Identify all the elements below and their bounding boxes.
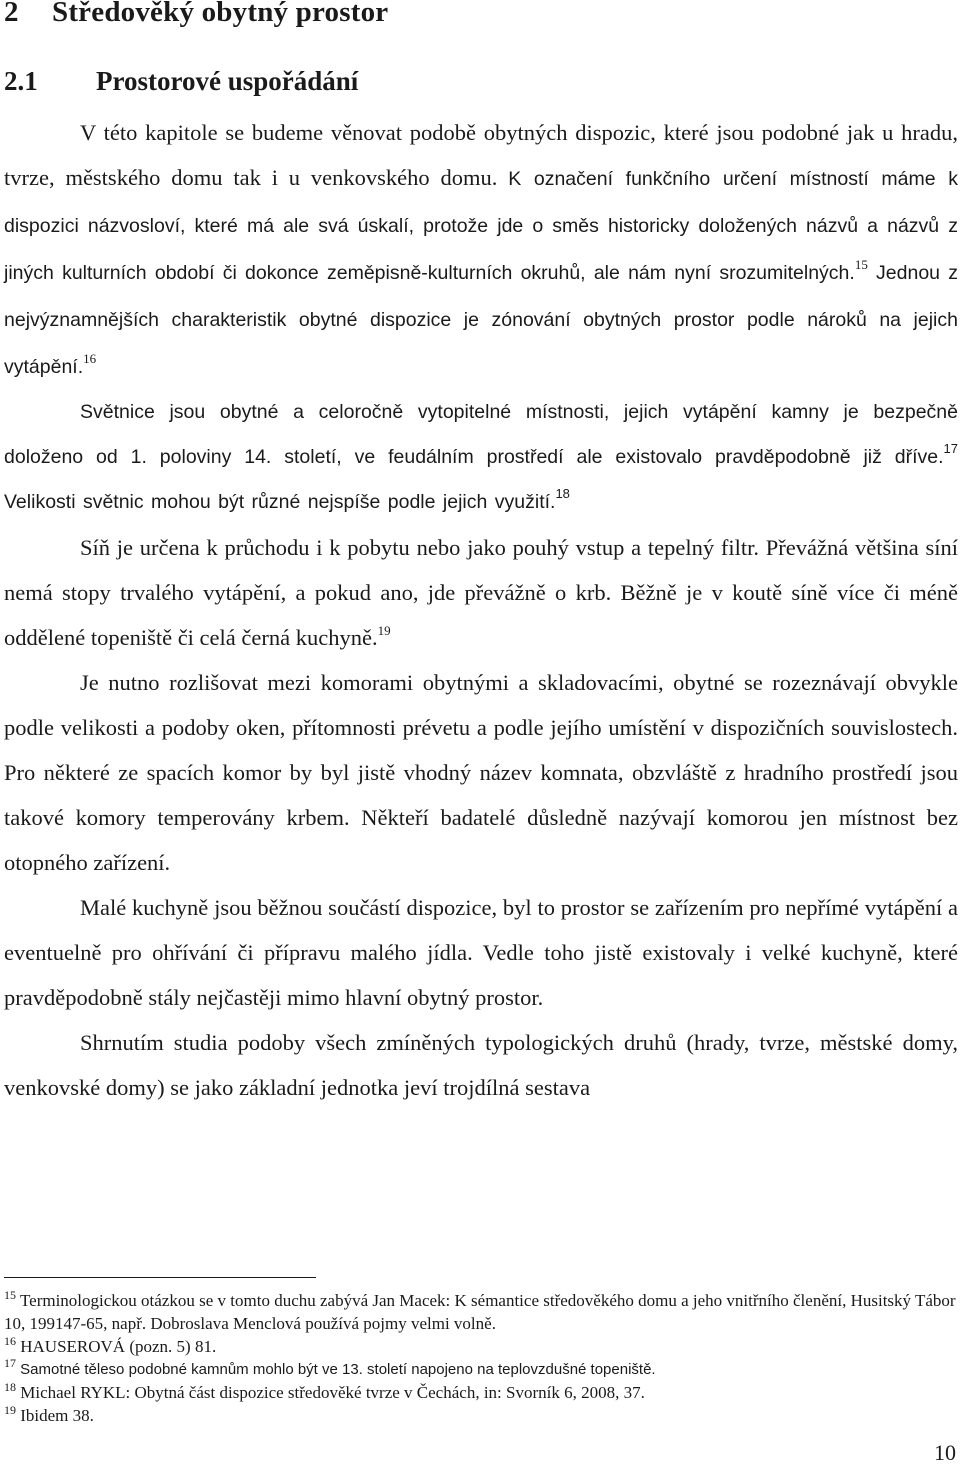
paragraph-text: Síň je určena k průchodu i k pobytu nebo jako pouhý vstup a tepelný filtr. Převážná většina síní nemá stopy trvalého vytápění, a pokud ano, jde převážně o krb. Běžně je v koutě síně více či méně oddělené topeniště či celá černá kuchyně. [4, 535, 958, 650]
footnote-number: 18 [4, 1380, 16, 1394]
paragraph-intro [4, 110, 958, 390]
chapter-number: 2 [4, 0, 19, 28]
paragraph-svetnice [4, 390, 958, 525]
footnote-item [4, 1289, 958, 1335]
footnote-number: 15 [4, 1288, 16, 1302]
footnote-number: 19 [4, 1403, 16, 1417]
paragraph-kuchyne [4, 885, 958, 1020]
section-title: Prostorové uspořádání [96, 66, 359, 96]
footnote-item [4, 1404, 958, 1427]
footnote-text: Michael RYKL: Obytná část dispozice středověké tvrze v Čechách, in: Svorník 6, 2008, 37. [20, 1383, 645, 1402]
chapter-title: Středověký obytný prostor [52, 0, 389, 28]
paragraph-text: Velikosti světnic mohou být různé nejspíše podle jejich využití. [4, 491, 556, 513]
footnote-ref[interactable]: 18 [555, 486, 570, 501]
paragraph-text: Je nutno rozlišovat mezi komorami obytnými a skladovacími, obytné se rozeznávají obvykle podle velikosti a podoby oken, přítomnosti prévetu a podle jejího umístění v dispozičních souvislostech. Pro některé ze spacích komor by byl jistě vhodný název komnata, obzvláště z hradního prostředí jsou takové komory temperovány krbem. Někteří badatelé důsledně nazývají komorou jen místnost bez otopného zařízení. [4, 670, 958, 875]
footnote-text: Samotné těleso podobné kamnům mohlo být ve 13. století napojeno na teplovzdušné topeniště. [20, 1361, 656, 1378]
footnote-text: HAUSEROVÁ (pozn. 5) 81. [20, 1337, 217, 1356]
footnotes [4, 1289, 958, 1427]
page-number: 10 [934, 1440, 956, 1465]
paragraph-sin [4, 525, 958, 660]
footnote-text: Ibidem 38. [20, 1406, 94, 1425]
footnote-number: 17 [4, 1356, 16, 1370]
paragraph-text: V této kapitole se budeme věnovat podobě obytných dispozic, které jsou podobné jak u hradu, tvrze, městského domu tak i u venkovského domu. [4, 120, 958, 190]
footnote-ref[interactable]: 16 [83, 351, 97, 366]
paragraph-text: Shrnutím studia podoby všech zmíněných typologických druhů (hrady, tvrze, městské domy, venkovské domy) se jako základní jednotka jeví trojdílná sestava [4, 1030, 958, 1100]
footnote-item [4, 1335, 958, 1358]
footnote-item [4, 1381, 958, 1404]
footnote-item [4, 1358, 958, 1381]
paragraph-text: Malé kuchyně jsou běžnou součástí dispozice, byl to prostor se zařízením pro nepřímé vytápění a eventuelně pro ohřívání či přípravu malého jídla. Vedle toho jistě existovaly i velké kuchyně, které pravděpodobně stály nejčastěji mimo hlavní obytný prostor. [4, 895, 958, 1010]
section-number: 2.1 [4, 66, 38, 96]
paragraph-text: K označení funkčního určení místností máme k dispozici názvosloví, které má ale svá úskalí, protože jde o směs historicky doložených názvů a názvů z jiných kulturních období či dokonce zeměpisně-kulturních okruhů, ale nám nyní srozumitelných. [4, 168, 958, 284]
section-heading [4, 66, 358, 97]
footnote-ref[interactable]: 15 [854, 257, 868, 272]
footnote-divider [4, 1277, 316, 1278]
paragraph-shrnuti [4, 1020, 958, 1110]
footnote-text: Terminologickou otázkou se v tomto duchu zabývá Jan Macek: K sémantice středověkého domu a jeho vnitřního členění, Husitský Tábor 10, 199147-65, např. Dobroslava Menclová používá pojmy velmi volně. [4, 1291, 956, 1333]
chapter-heading [4, 0, 388, 29]
footnote-ref[interactable]: 19 [377, 623, 391, 638]
body-text [4, 110, 958, 1110]
footnote-number: 16 [4, 1334, 16, 1348]
paragraph-komory [4, 660, 958, 885]
paragraph-text: Jednou z nejvýznamnějších charakteristik obytné dispozice je zónování obytných prostor podle nároků na jejich vytápění. [4, 262, 958, 378]
footnote-ref[interactable]: 17 [943, 441, 958, 456]
paragraph-text: Světnice jsou obytné a celoročně vytopitelné místnosti, jejich vytápění kamny je bezpečně doloženo od 1. poloviny 14. století, ve feudálním prostředí ale existovalo pravděpodobně již dříve. [4, 401, 958, 468]
